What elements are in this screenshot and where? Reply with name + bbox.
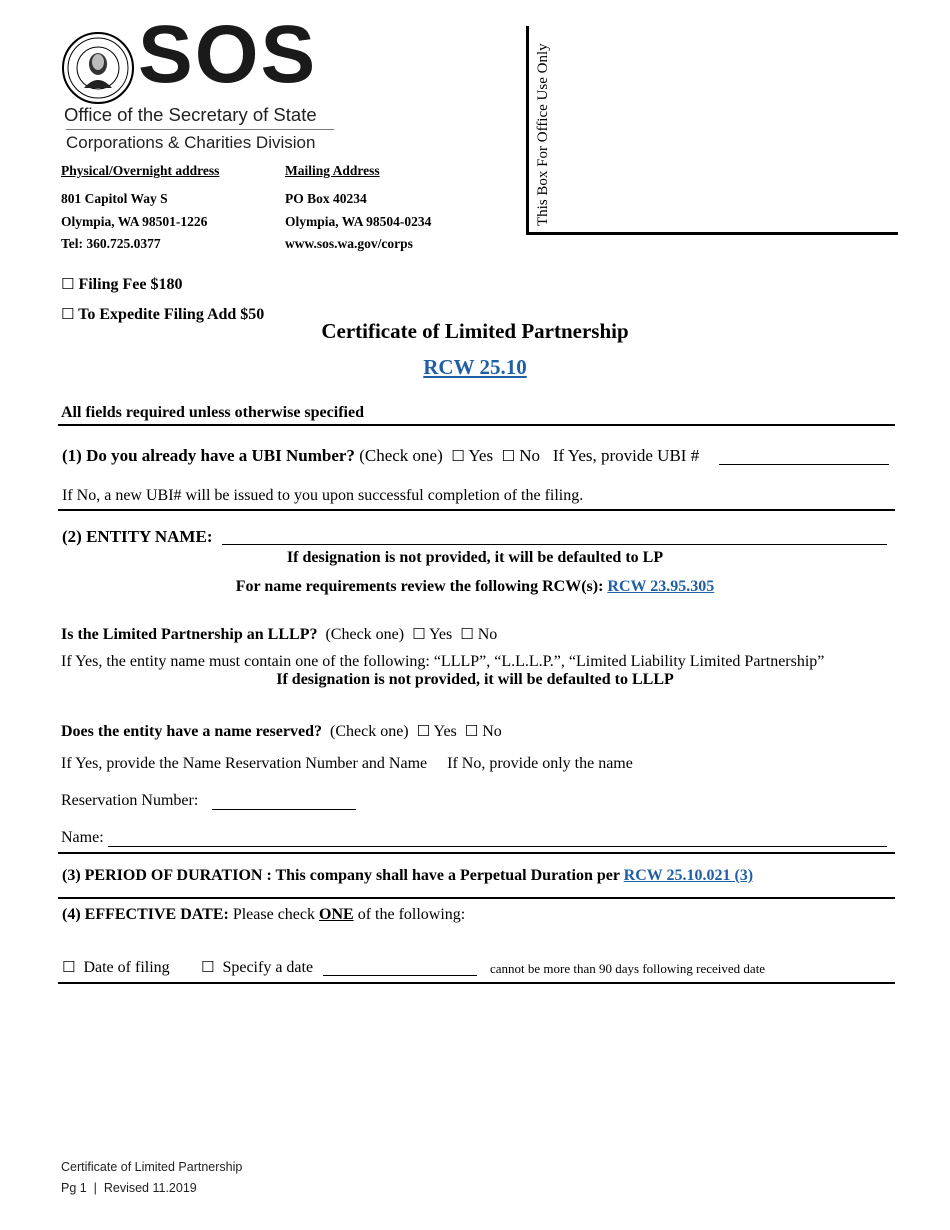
ubi-question-row bbox=[62, 446, 699, 466]
rcw-23-95-305-link[interactable]: RCW 23.95.305 bbox=[607, 578, 715, 595]
name-input[interactable] bbox=[108, 846, 887, 847]
mailing-address-heading: Mailing Address bbox=[285, 163, 380, 178]
specify-date-note: cannot be more than 90 days following received date bbox=[490, 961, 766, 976]
lllp-no-label: No bbox=[477, 626, 498, 643]
ubi-question: (1) Do you already have a UBI Number? bbox=[62, 446, 355, 465]
filing-fee-option[interactable] bbox=[61, 275, 182, 294]
mailing-address-website: www.sos.wa.gov/corps bbox=[285, 236, 413, 251]
office-title: Office of the Secretary of State bbox=[64, 104, 317, 125]
office-use-label: This Box For Office Use Only bbox=[535, 43, 551, 226]
lllp-question-row bbox=[61, 625, 497, 644]
effective-date-row bbox=[62, 906, 465, 924]
filing-fee-checkbox[interactable]: ☐ bbox=[61, 275, 75, 293]
reservation-instructions bbox=[61, 755, 633, 773]
ubi-yes-label: Yes bbox=[468, 446, 494, 465]
lllp-note: If Yes, the entity name must contain one of the following: “LLLP”, “L.L.L.P.”, “Limited Liability Limited Partnership” bbox=[61, 653, 825, 670]
rcw-25-10-021-link[interactable]: RCW 25.10.021 (3) bbox=[623, 867, 754, 884]
reserved-no-label: No bbox=[482, 723, 502, 740]
divider bbox=[58, 509, 895, 511]
divider bbox=[58, 424, 895, 426]
required-fields-note: All fields required unless otherwise specified bbox=[61, 404, 364, 421]
reserved-question-row bbox=[61, 722, 502, 741]
divider bbox=[58, 897, 895, 899]
reserved-no-checkbox[interactable]: ☐ bbox=[464, 722, 479, 740]
specify-date-input[interactable] bbox=[323, 975, 477, 976]
division-title: Corporations & Charities Division bbox=[66, 133, 316, 152]
reservation-number-input[interactable] bbox=[212, 809, 356, 810]
entity-name-input[interactable] bbox=[222, 544, 887, 545]
reserved-question: Does the entity have a name reserved? bbox=[61, 723, 322, 740]
ubi-note: If No, a new UBI# will be issued to you upon successful completion of the filing. bbox=[62, 487, 584, 504]
ubi-check-one: (Check one) bbox=[359, 446, 443, 465]
logo-divider bbox=[66, 129, 334, 130]
divider bbox=[58, 982, 895, 984]
lllp-yes-checkbox[interactable]: ☐ bbox=[412, 625, 426, 643]
effective-date-label: (4) EFFECTIVE DATE: bbox=[62, 906, 229, 923]
form-title: Certificate of Limited Partnership bbox=[321, 319, 629, 343]
default-lllp-note: If designation is not provided, it will be defaulted to LLLP bbox=[276, 671, 674, 688]
office-use-box bbox=[526, 26, 898, 235]
reserved-no-note: If No, provide only the name bbox=[447, 755, 633, 772]
date-of-filing-label: Date of filing bbox=[83, 959, 170, 976]
mailing-address-line-1: PO Box 40234 bbox=[285, 191, 367, 206]
sos-wordmark: SOS bbox=[138, 9, 318, 100]
period-of-duration-label: (3) PERIOD OF DURATION : This company shall have a Perpetual Duration per bbox=[62, 867, 620, 884]
specify-date-label: Specify a date bbox=[222, 959, 314, 976]
ubi-no-label: No bbox=[519, 446, 541, 465]
footer-page-info: Pg 1 | Revised 11.2019 bbox=[61, 1181, 197, 1195]
ubi-no-checkbox[interactable]: ☐ bbox=[501, 447, 516, 465]
default-lp-note: If designation is not provided, it will be defaulted to LP bbox=[286, 549, 664, 566]
lllp-no-checkbox[interactable]: ☐ bbox=[460, 625, 474, 643]
ubi-number-prompt: If Yes, provide UBI # bbox=[552, 446, 700, 465]
state-seal-icon bbox=[62, 32, 134, 104]
mailing-address-line-2: Olympia, WA 98504-0234 bbox=[285, 214, 432, 229]
reserved-check-one: (Check one) bbox=[329, 723, 409, 740]
lllp-yes-label: Yes bbox=[428, 626, 453, 643]
specify-date-checkbox[interactable]: ☐ bbox=[201, 958, 215, 976]
effective-date-instruction-one: ONE bbox=[319, 906, 354, 923]
reserved-yes-note: If Yes, provide the Name Reservation Number and Name bbox=[61, 755, 428, 772]
effective-date-instruction-post: of the following: bbox=[357, 906, 466, 923]
filing-fee-label: Filing Fee $180 bbox=[78, 276, 183, 293]
entity-name-label: (2) ENTITY NAME: bbox=[62, 527, 213, 546]
lllp-check-one: (Check one) bbox=[325, 626, 405, 643]
physical-address-phone: Tel: 360.725.0377 bbox=[61, 236, 161, 251]
divider bbox=[58, 852, 895, 854]
name-requirements-text: For name requirements review the following RCW(s): bbox=[235, 578, 604, 595]
period-of-duration-row bbox=[62, 867, 753, 885]
effective-date-options bbox=[62, 958, 170, 977]
specify-date-option bbox=[201, 958, 313, 977]
name-requirements-row bbox=[0, 578, 950, 596]
lllp-question: Is the Limited Partnership an LLLP? bbox=[61, 626, 318, 643]
expedite-checkbox[interactable]: ☐ bbox=[61, 305, 75, 323]
sos-logo bbox=[60, 9, 350, 155]
date-of-filing-checkbox[interactable]: ☐ bbox=[62, 958, 76, 976]
rcw-25-10-link[interactable]: RCW 25.10 bbox=[423, 355, 527, 379]
physical-address-heading: Physical/Overnight address bbox=[61, 163, 220, 178]
footer-title: Certificate of Limited Partnership bbox=[61, 1160, 243, 1174]
physical-address-line-2: Olympia, WA 98501-1226 bbox=[61, 214, 208, 229]
expedite-label: To Expedite Filing Add $50 bbox=[78, 306, 265, 323]
reserved-yes-checkbox[interactable]: ☐ bbox=[416, 722, 431, 740]
reservation-number-label: Reservation Number: bbox=[61, 792, 199, 809]
physical-address-line-1: 801 Capitol Way S bbox=[61, 191, 168, 206]
ubi-yes-checkbox[interactable]: ☐ bbox=[451, 447, 465, 465]
name-label: Name: bbox=[61, 829, 104, 846]
effective-date-instruction-pre: Please check bbox=[232, 906, 316, 923]
ubi-number-input[interactable] bbox=[719, 463, 889, 465]
reserved-yes-label: Yes bbox=[433, 723, 457, 740]
